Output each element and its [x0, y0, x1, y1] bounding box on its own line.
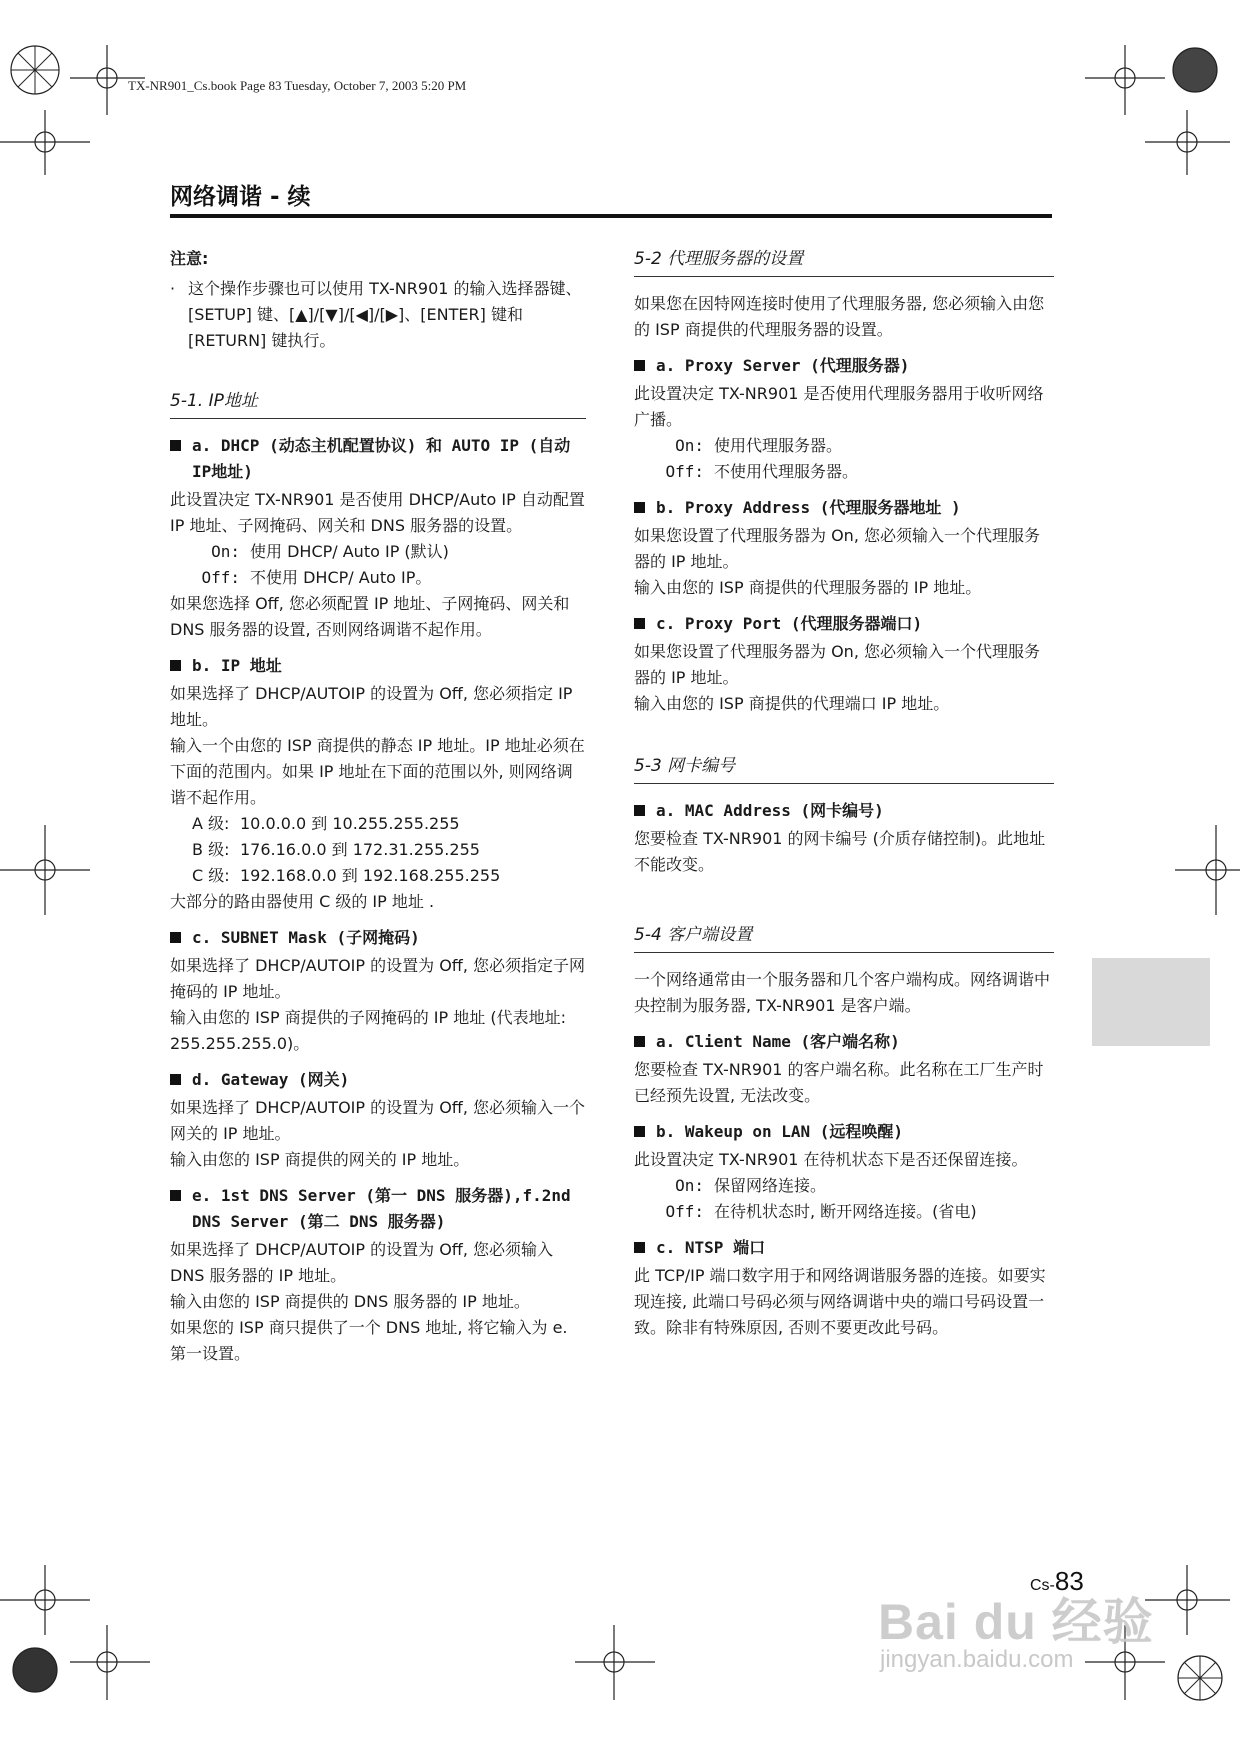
section-heading-5-2: 5-2 代理服务器的设置 — [634, 246, 1054, 277]
baidu-watermark-url: jingyan.baidu.com — [880, 1646, 1074, 1673]
subheading-wakeup-on-lan: b. Wakeup on LAN (远程唤醒) — [634, 1119, 1054, 1145]
subheading-proxy-server: a. Proxy Server (代理服务器) — [634, 353, 1054, 379]
ip-desc-1: 如果选择了 DHCP/AUTOIP 的设置为 Off, 您必须指定 IP 地址。 — [170, 684, 573, 729]
subheading-gateway: d. Gateway (网关) — [170, 1067, 586, 1093]
subnet-desc-2: 输入由您的 ISP 商提供的子网掩码的 IP 地址 (代表地址: 255.255.255.0)。 — [170, 1008, 566, 1053]
square-bullet-icon — [634, 502, 645, 513]
subheading-dns-server: e. 1st DNS Server (第一 DNS 服务器),f.2nd DNS Server (第二 DNS 服务器) — [170, 1183, 586, 1235]
ntsp-desc: 此 TCP/IP 端口数字用于和网络调谐服务器的连接。如要实现连接, 此端口号码必须与网络调谐中央的端口号码设置一致。除非有特殊原因, 否则不要更改此号码。 — [634, 1266, 1046, 1337]
section-heading-5-4: 5-4 客户端设置 — [634, 922, 1054, 953]
wakeup-off-option: Off: 在待机状态时, 断开网络连接。(省电) — [665, 1202, 977, 1221]
square-bullet-icon — [170, 932, 181, 943]
subheading-proxy-address: b. Proxy Address (代理服务器地址 ) — [634, 495, 1054, 521]
proxy-address-desc-1: 如果您设置了代理服务器为 On, 您必须输入一个代理服务器的 IP 地址。 — [634, 526, 1040, 571]
chapter-tab — [1092, 958, 1210, 1046]
ip-class-c: C 级: 192.168.0.0 到 192.168.255.255 — [192, 866, 501, 885]
proxy-port-desc-2: 输入由您的 ISP 商提供的代理端口 IP 地址。 — [634, 694, 950, 713]
gateway-desc-1: 如果选择了 DHCP/AUTOIP 的设置为 Off, 您必须输入一个网关的 IP 地址。 — [170, 1098, 586, 1143]
dhcp-note: 如果您选择 Off, 您必须配置 IP 地址、子网掩码、网关和 DNS 服务器的设置, 否则网络调谐不起作用。 — [170, 594, 570, 639]
ip-desc-2: 输入一个由您的 ISP 商提供的静态 IP 地址。IP 地址必须在下面的范围内。如果 IP 地址在下面的范围以外, 则网络调谐不起作用。 — [170, 736, 585, 807]
gateway-desc-2: 输入由您的 ISP 商提供的网关的 IP 地址。 — [170, 1150, 470, 1169]
ip-tail: 大部分的路由器使用 C 级的 IP 地址 . — [170, 892, 435, 911]
book-header: TX-NR901_Cs.book Page 83 Tuesday, October 7, 2003 5:20 PM — [128, 78, 467, 93]
subheading-ip-address: b. IP 地址 — [170, 653, 586, 679]
proxy-off-option: Off: 不使用代理服务器。 — [665, 462, 859, 481]
dhcp-on-option: On: 使用 DHCP/ Auto IP (默认) — [211, 542, 449, 561]
square-bullet-icon — [170, 1190, 181, 1201]
note-text: · 这个操作步骤也可以使用 TX-NR901 的输入选择器键、[SETUP] 键、[▲]/[▼]/[◀]/[▶]、[ENTER] 键和 [RETURN] 键执行。 — [170, 276, 586, 354]
square-bullet-icon — [634, 1036, 645, 1047]
section-heading-5-1: 5-1. IP地址 — [170, 388, 586, 419]
subheading-mac-address: a. MAC Address (网卡编号) — [634, 798, 1054, 824]
title-rule — [170, 214, 1052, 218]
dhcp-off-option: Off: 不使用 DHCP/ Auto IP。 — [201, 568, 432, 587]
proxy-server-desc: 此设置决定 TX-NR901 是否使用代理服务器用于收听网络广播。 — [634, 384, 1044, 429]
dns-desc-1: 如果选择了 DHCP/AUTOIP 的设置为 Off, 您必须输入 DNS 服务器的 IP 地址。 — [170, 1240, 554, 1285]
dhcp-desc: 此设置决定 TX-NR901 是否使用 DHCP/Auto IP 自动配置 IP 地址、子网掩码、网关和 DNS 服务器的设置。 — [170, 490, 585, 535]
wakeup-desc: 此设置决定 TX-NR901 在待机状态下是否还保留连接。 — [634, 1150, 1028, 1169]
square-bullet-icon — [170, 440, 181, 451]
page-title: 网络调谐 - 续 — [170, 184, 311, 210]
subheading-client-name: a. Client Name (客户端名称) — [634, 1029, 1054, 1055]
square-bullet-icon — [634, 1242, 645, 1253]
ip-class-b: B 级: 176.16.0.0 到 172.31.255.255 — [192, 840, 480, 859]
subheading-subnet-mask: c. SUBNET Mask (子网掩码) — [170, 925, 586, 951]
client-intro: 一个网络通常由一个服务器和几个客户端构成。网络调谐中央控制为服务器, TX-NR901 是客户端。 — [634, 970, 1051, 1015]
page-number: Cs-83 — [1030, 1566, 1084, 1596]
mac-desc: 您要检查 TX-NR901 的网卡编号 (介质存储控制)。此地址不能改变。 — [634, 829, 1046, 874]
right-column — [634, 246, 1054, 1341]
subnet-desc-1: 如果选择了 DHCP/AUTOIP 的设置为 Off, 您必须指定子网掩码的 IP 地址。 — [170, 956, 586, 1001]
square-bullet-icon — [634, 618, 645, 629]
proxy-address-desc-2: 输入由您的 ISP 商提供的代理服务器的 IP 地址。 — [634, 578, 982, 597]
proxy-port-desc-1: 如果您设置了代理服务器为 On, 您必须输入一个代理服务器的 IP 地址。 — [634, 642, 1040, 687]
ip-class-a: A 级: 10.0.0.0 到 10.255.255.255 — [192, 814, 460, 833]
client-name-desc: 您要检查 TX-NR901 的客户端名称。此名称在工厂生产时已经预先设置, 无法改变。 — [634, 1060, 1044, 1105]
baidu-watermark: Bai du 经验 — [878, 1594, 1154, 1650]
square-bullet-icon — [170, 1074, 181, 1085]
section-heading-5-3: 5-3 网卡编号 — [634, 753, 1054, 784]
subheading-ntsp-port: c. NTSP 端口 — [634, 1235, 1054, 1261]
left-column — [170, 246, 586, 1367]
note-title: 注意: — [170, 249, 209, 268]
dns-desc-3: 如果您的 ISP 商只提供了一个 DNS 地址, 将它输入为 e. 第一设置。 — [170, 1318, 568, 1363]
square-bullet-icon — [634, 805, 645, 816]
proxy-on-option: On: 使用代理服务器。 — [675, 436, 843, 455]
wakeup-on-option: On: 保留网络连接。 — [675, 1176, 827, 1195]
subheading-proxy-port: c. Proxy Port (代理服务器端口) — [634, 611, 1054, 637]
square-bullet-icon — [170, 660, 181, 671]
subheading-dhcp: a. DHCP (动态主机配置协议) 和 AUTO IP (自动IP地址) — [170, 433, 586, 485]
square-bullet-icon — [634, 360, 645, 371]
note-block — [170, 246, 586, 354]
square-bullet-icon — [634, 1126, 645, 1137]
dns-desc-2: 输入由您的 ISP 商提供的 DNS 服务器的 IP 地址。 — [170, 1292, 530, 1311]
proxy-intro: 如果您在因特网连接时使用了代理服务器, 您必须输入由您的 ISP 商提供的代理服务器的设置。 — [634, 294, 1045, 339]
